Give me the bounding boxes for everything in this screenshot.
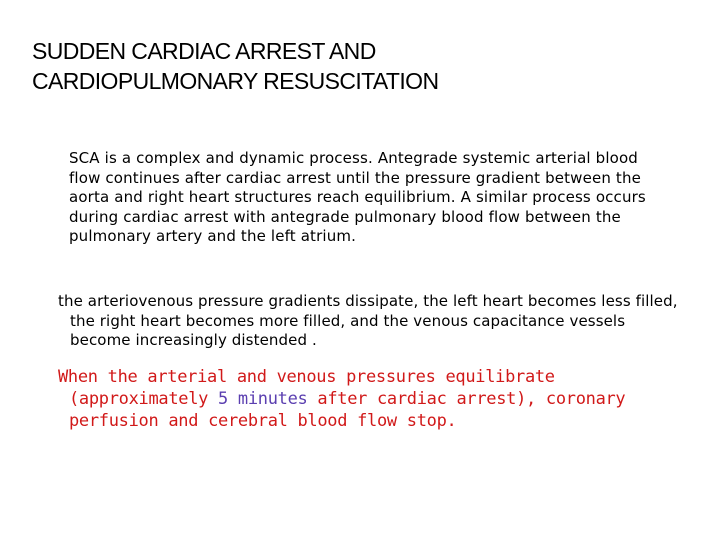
paragraph-pressure-gradients: the arteriovenous pressure gradients dissipate, the left heart becomes less filled, the right heart becomes more filled, and the venous capacitance vessels become increasingly distended . [58, 292, 678, 349]
slide-title [32, 36, 692, 96]
paragraph-equilibrate-before: When the arterial and venous pressures equilibrate (approximately [58, 367, 555, 409]
paragraph-equilibrate [58, 366, 669, 432]
slide-title-line-2: CARDIOPULMONARY RESUSCITATION [32, 68, 439, 94]
paragraph-sca-process-text: SCA is a complex and dynamic process. Antegrade systemic arterial blood flow continues after cardiac arrest until the pressure gradient between the aorta and right heart structures reach equilibrium. A similar process occurs during cardiac arrest with antegrade pulmonary blood flow between the pulmonary artery and the left atrium. [69, 149, 646, 245]
five-minutes-highlight: 5 minutes [218, 389, 308, 409]
paragraph-sca-process [58, 149, 669, 247]
paragraph-equilibrate-after: after cardiac arrest), coronary perfusion and cerebral blood flow stop. [69, 389, 626, 431]
slide-title-line-1: SUDDEN CARDIAC ARREST AND [32, 38, 376, 64]
